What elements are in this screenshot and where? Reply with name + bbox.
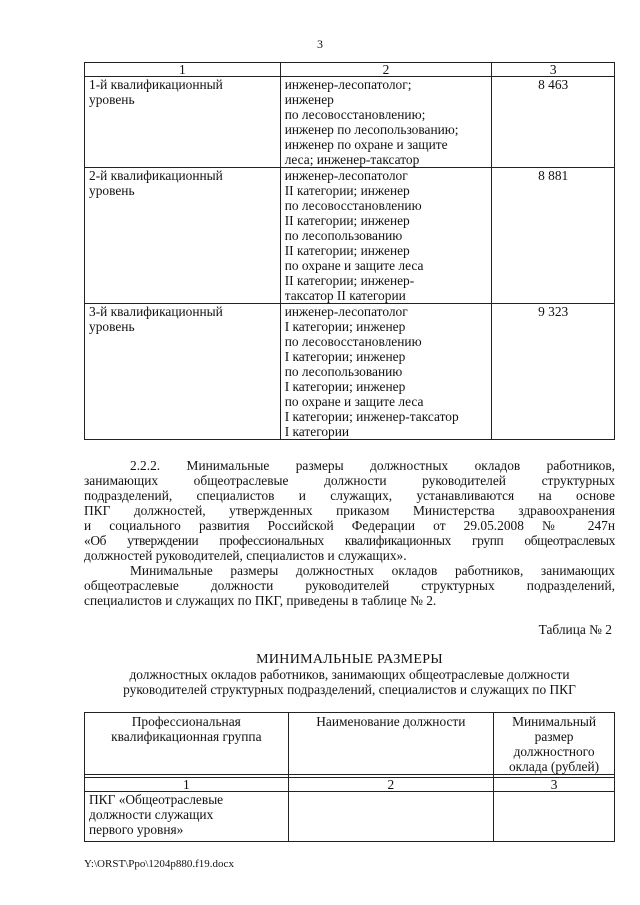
table-header-row [85, 713, 615, 775]
column-number-row [85, 778, 615, 792]
column-number-2: 2 [280, 63, 492, 77]
header-minimum-salary: Минимальный размер должностного оклада (рублей) [494, 713, 615, 775]
qualification-level: 2-й квалификационный уровень [85, 168, 281, 304]
qualification-level: 1-й квалификационный уровень [85, 77, 281, 168]
table-title [84, 652, 615, 697]
table-header-row [85, 63, 615, 77]
qualification-level: 3-й квалификационный уровень [85, 304, 281, 440]
column-number-1: 1 [85, 778, 289, 792]
title-sub-line-1: должностных окладов работников, занимающих общеотраслевые должности [129, 667, 570, 682]
salary-value: 9 323 [492, 304, 615, 440]
position-names: инженер-лесопатолог; инженер по лесовосстановлению; инженер по лесопользованию; инженер по охране и защите леса; инженер-таксатор [280, 77, 492, 168]
professional-group: ПКГ «Общеотраслевые должности служащих первого уровня» [85, 792, 289, 842]
salary-value: 8 463 [492, 77, 615, 168]
title-main: МИНИМАЛЬНЫЕ РАЗМЕРЫ [256, 652, 443, 667]
title-sub-line-2: руководителей структурных подразделений, специалистов и служащих по ПКГ [123, 682, 576, 697]
column-number-3: 3 [494, 778, 615, 792]
table-label: Таблица № 2 [538, 622, 612, 637]
salary-table-general [84, 712, 615, 842]
salary-value: 8 881 [492, 168, 615, 304]
page-number: 3 [317, 37, 323, 51]
table-row [85, 304, 615, 440]
position-names: инженер-лесопатолог I категории; инженер по лесовосстановлению I категории; инженер по лесопользованию I категории; инженер по охране и защите леса I категории; инженер-таксатор I категории [280, 304, 492, 440]
column-number-3: 3 [492, 63, 615, 77]
position-names: инженер-лесопатолог II категории; инженер по лесовосстановлению II категории; инженер по лесопользованию II категории; инженер по охране и защите леса II категории; инженер- таксатор II категории [280, 168, 492, 304]
table-row [85, 77, 615, 168]
table-row [85, 792, 615, 842]
table-row [85, 168, 615, 304]
paragraph-minimum-sizes: Минимальные размеры должностных окладов работников, занимающих общеотраслевые должности руководителей структурных подразделений, специалистов и служащих по ПКГ, приведены в таблице № 2. [84, 563, 615, 608]
paragraph-2-2-2: 2.2.2. Минимальные размеры должностных окладов работников, занимающих общеотраслевые должности руководителей структурных подразделений, специалистов и служащих, устанавливаются на основе ПКГ должностей, утвержденных приказом Министерства здравоохранения и социального развития Российской Федерации от 29.05.2008 № 247н «Об утверждении профессиональных квалификационных групп общеотраслевых должностей руководителей, специалистов и служащих». [84, 458, 615, 563]
header-professional-group: Профессиональная квалификационная группа [85, 713, 289, 775]
column-number-2: 2 [288, 778, 494, 792]
header-position-name: Наименование должности [288, 713, 494, 775]
column-number-1: 1 [85, 63, 281, 77]
position-name [288, 792, 494, 842]
salary-value [494, 792, 615, 842]
footer-file-path: Y:\ORST\Ppo\1204p880.f19.docx [84, 858, 234, 870]
salary-table-engineers [84, 62, 615, 440]
